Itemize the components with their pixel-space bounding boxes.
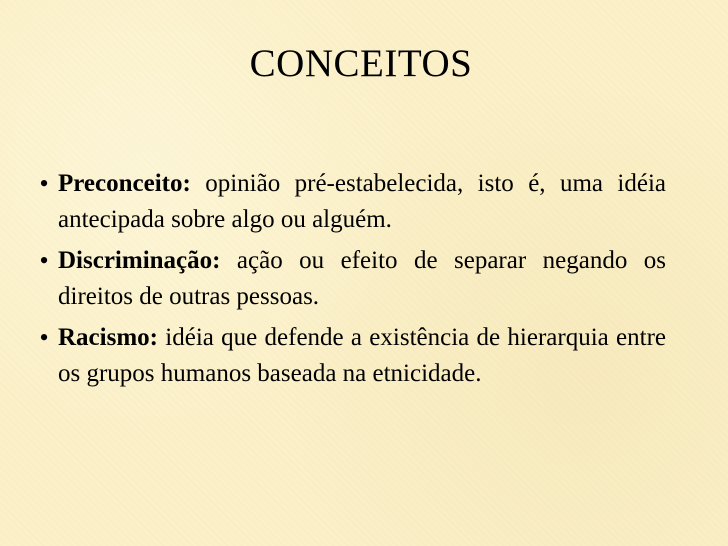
- bullet-icon: •: [39, 323, 49, 352]
- bullet-item-discriminacao: [30, 243, 666, 315]
- term-definition: ação ou efeito de separar negando os direitos de outras pessoas.: [58, 247, 666, 310]
- slide-title: [0, 40, 728, 88]
- term-label: Racismo:: [58, 324, 158, 351]
- bullet-body: [58, 320, 666, 392]
- bullet-item-preconceito: [30, 166, 666, 238]
- term-definition: idéia que defende a existência de hierarquia entre os grupos humanos baseada na etnicidade.: [58, 324, 667, 387]
- bullet-icon: •: [39, 169, 49, 198]
- bullet-list: [30, 166, 666, 397]
- bullet-body: [58, 166, 666, 238]
- term-label: Discriminação:: [58, 247, 221, 274]
- term-definition: opinião pré-estabelecida, isto é, uma idéia antecipada sobre algo ou alguém.: [58, 170, 666, 233]
- bullet-icon: •: [39, 246, 49, 275]
- bullet-item-racismo: [30, 320, 666, 392]
- term-label: Preconceito:: [58, 170, 191, 197]
- slide-title-text: CONCEITOS: [249, 42, 473, 85]
- bullet-body: [58, 243, 666, 315]
